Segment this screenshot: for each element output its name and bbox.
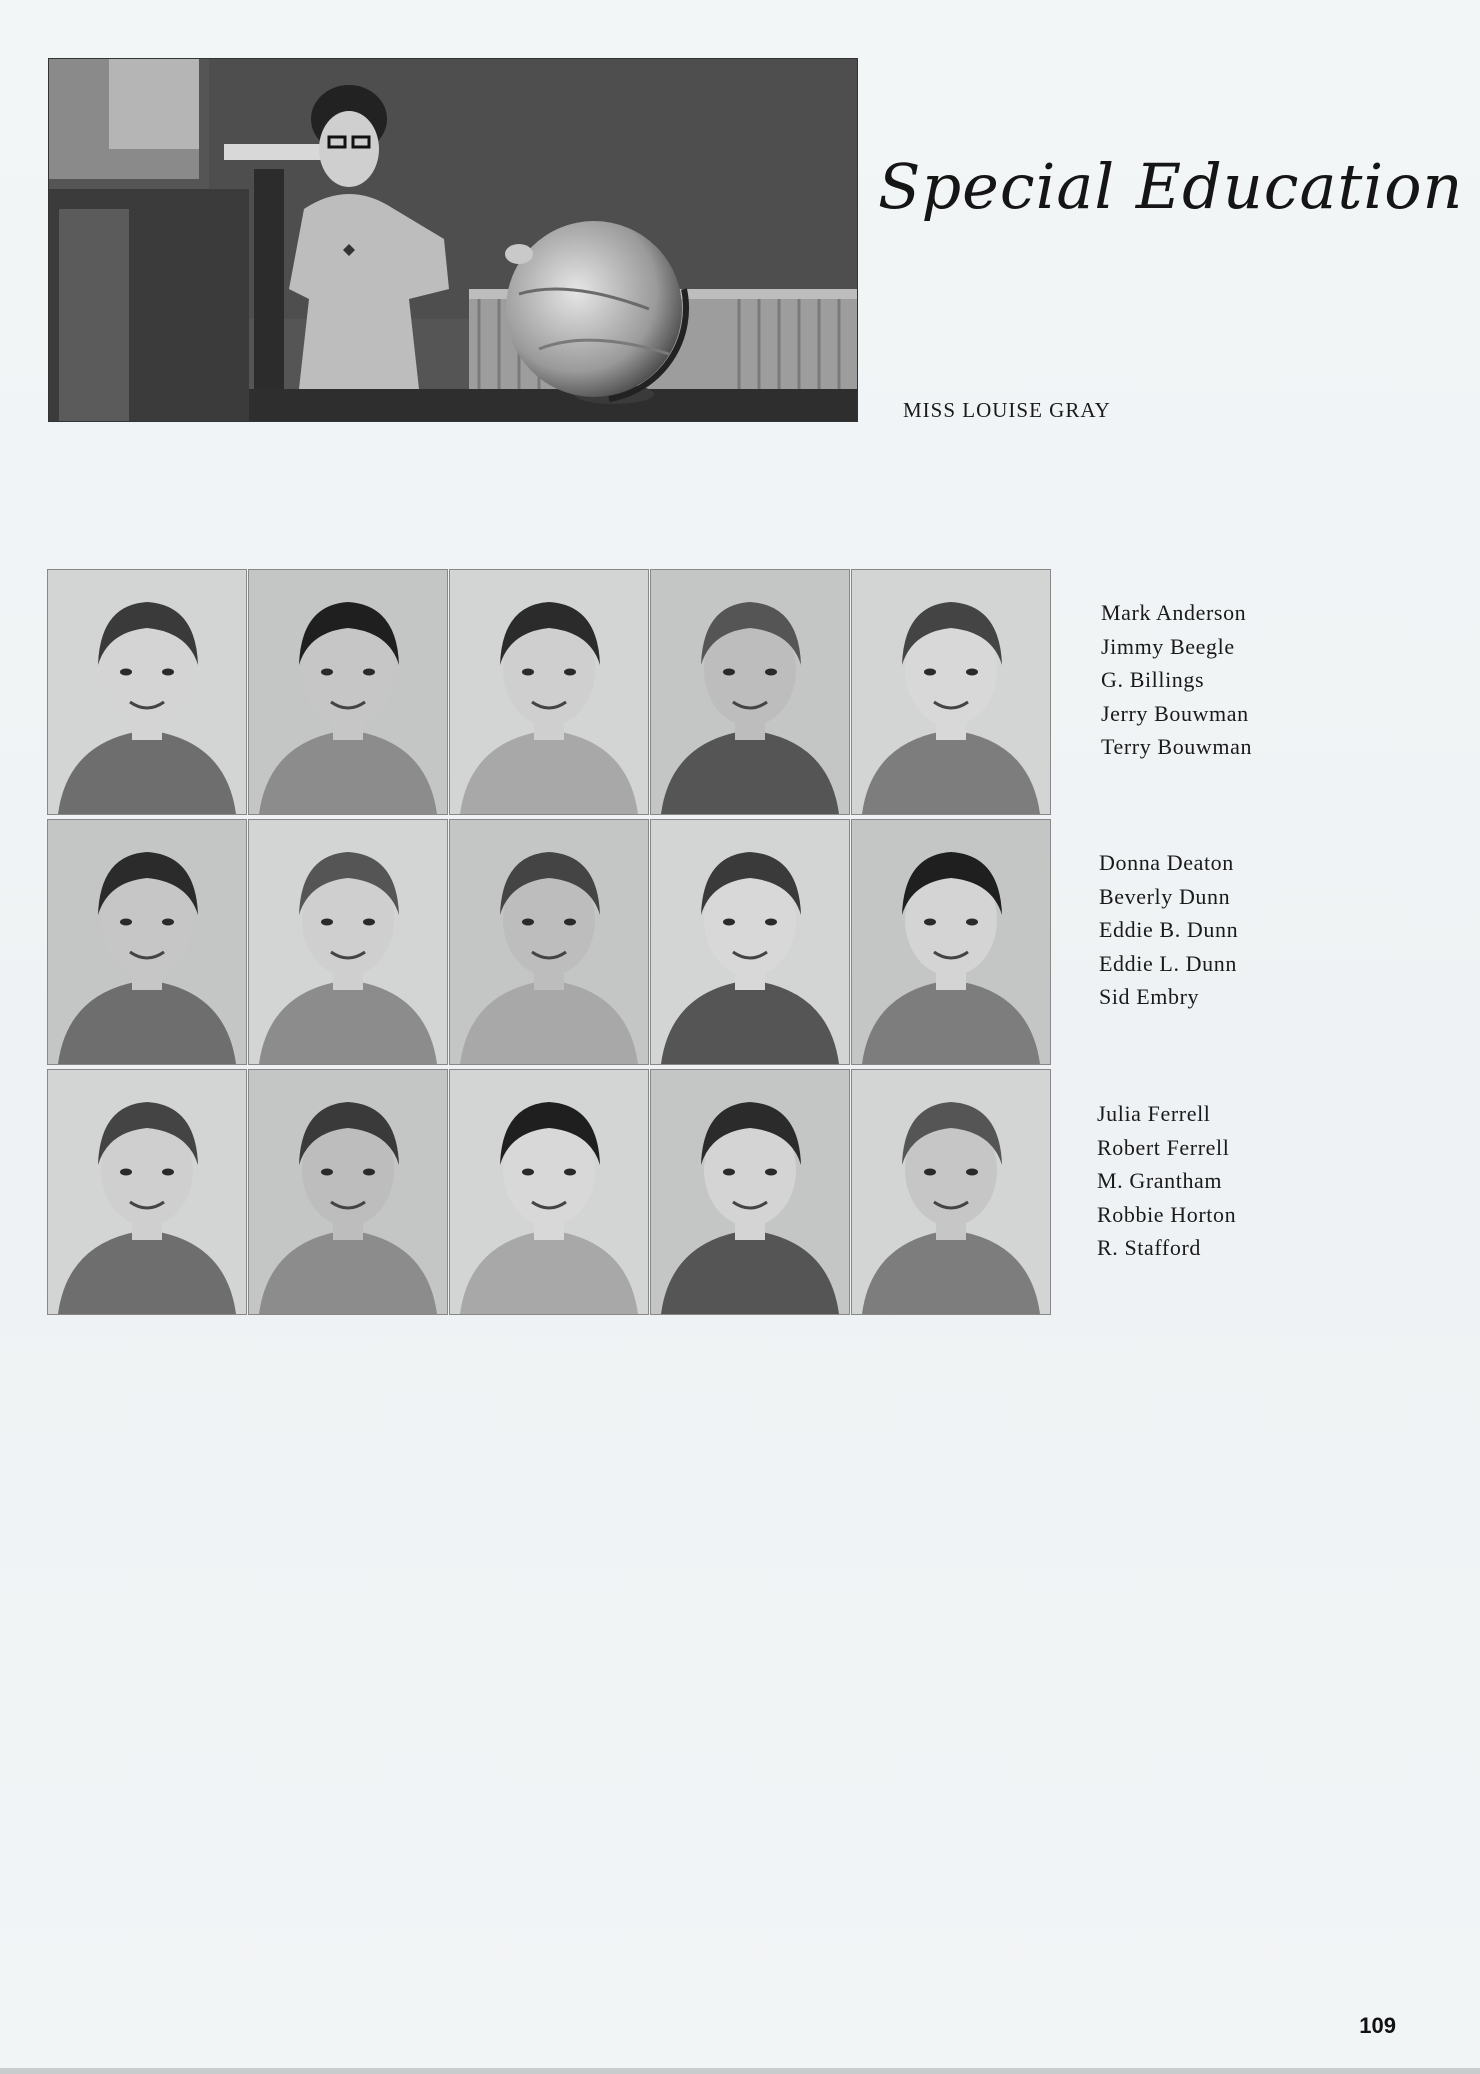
student-portrait xyxy=(450,820,648,1064)
student-name: M. Grantham xyxy=(1097,1168,1223,1193)
student-portrait xyxy=(450,570,648,814)
student-name: Donna Deaton xyxy=(1099,850,1234,875)
student-portrait xyxy=(249,820,447,1064)
name-list-row-3 xyxy=(1097,1097,1236,1265)
name-list-row-2 xyxy=(1099,846,1238,1014)
student-portrait xyxy=(450,1070,648,1314)
student-portrait xyxy=(852,1070,1050,1314)
student-portrait xyxy=(852,820,1050,1064)
student-portrait xyxy=(48,1070,246,1314)
student-name: Jerry Bouwman xyxy=(1101,700,1249,726)
student-portrait xyxy=(249,570,447,814)
student-name: R. Stafford xyxy=(1097,1235,1201,1260)
student-name: Eddie L. Dunn xyxy=(1099,950,1237,976)
teacher-name: MISS LOUISE GRAY xyxy=(903,398,1111,422)
page-number: 109 xyxy=(1359,2013,1396,2038)
student-name: Terry Bouwman xyxy=(1101,734,1253,759)
student-portrait xyxy=(651,1070,849,1314)
student-name: Mark Anderson xyxy=(1101,600,1247,625)
student-portrait xyxy=(651,820,849,1064)
student-name: Robert Ferrell xyxy=(1097,1134,1230,1160)
student-name: Eddie B. Dunn xyxy=(1099,917,1239,942)
student-portrait xyxy=(852,570,1050,814)
student-portrait xyxy=(651,570,849,814)
student-name: Beverly Dunn xyxy=(1099,883,1231,909)
student-name: Sid Embry xyxy=(1099,984,1200,1009)
teacher-photo xyxy=(48,58,858,422)
page-title: Special Education xyxy=(878,150,1464,223)
student-name: Robbie Horton xyxy=(1097,1201,1237,1227)
name-list-row-1 xyxy=(1101,596,1252,764)
page-edge xyxy=(0,2068,1480,2074)
student-name: Julia Ferrell xyxy=(1097,1101,1211,1126)
student-portrait xyxy=(249,1070,447,1314)
student-portrait xyxy=(48,820,246,1064)
student-name: Jimmy Beegle xyxy=(1101,633,1235,659)
student-photo-grid xyxy=(48,570,1046,1318)
student-portrait xyxy=(48,570,246,814)
student-name: G. Billings xyxy=(1101,667,1205,692)
